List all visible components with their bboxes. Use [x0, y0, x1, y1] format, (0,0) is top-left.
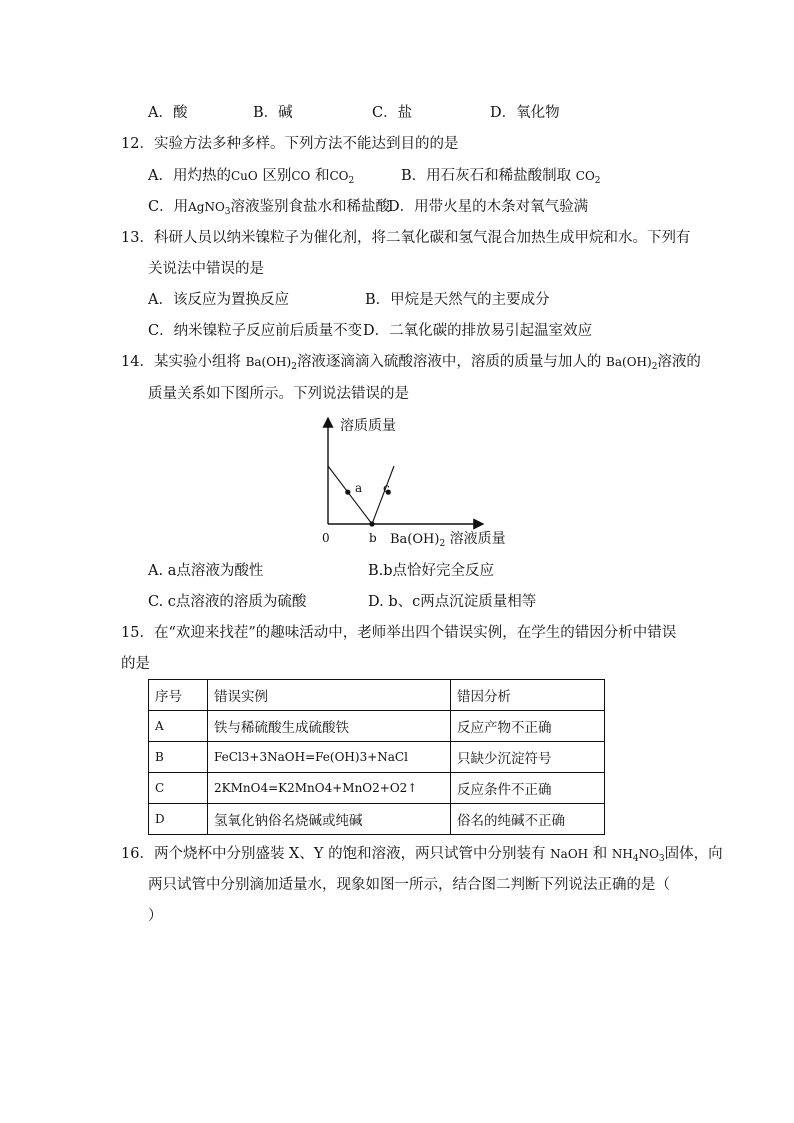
error-table: [148, 679, 605, 835]
q13-stem-line2: 关说法中错误的是: [148, 261, 264, 277]
q11-option-c: C．盐: [372, 105, 413, 121]
row-example: FeCl3+3NaOH=Fe(OH)3+NaCl: [208, 742, 451, 773]
point-b: [369, 521, 374, 526]
q12-option-a: A．用灼热的CuO 区别CO 和$CO_2$: [148, 168, 355, 186]
q14-option-d: D. b、c两点沉淀质量相等: [368, 594, 537, 610]
row-analysis: 反应产物不正确: [451, 711, 605, 742]
table-header-row: [149, 680, 605, 711]
row-analysis: 俗名的纯碱不正确: [451, 804, 605, 835]
q14-stem-line1: 14．某实验小组将 $Ba(OH)_2$溶液逐滴滴入硫酸溶液中，溶质的质量与加人的 $Ba(OH)_2$溶液的: [121, 354, 701, 372]
q13-stem-line1: 13．科研人员以纳米镍粒子为催化剂，将二氧化碳和氢气混合加热生成甲烷和水。下列有: [121, 230, 691, 246]
q14-stem-line2: 质量关系如下图所示。下列说法错误的是: [148, 386, 409, 402]
q14-option-b: B.b点恰好完全反应: [368, 563, 495, 579]
row-analysis: 只缺少沉淀符号: [451, 742, 605, 773]
q13-option-d: D．二氧化碳的排放易引起温室效应: [363, 323, 593, 339]
point-a-label: a: [355, 481, 363, 495]
curve: [328, 466, 394, 524]
point-a: [345, 490, 350, 495]
solute-mass-chart: [300, 408, 520, 548]
table-row: [149, 804, 605, 835]
y-axis-label: 溶质质量: [340, 418, 396, 434]
q12-option-d: D．用带火星的木条对氧气验满: [388, 199, 589, 215]
x-axis-label: $Ba(OH)_2$ 溶液质量: [390, 531, 506, 548]
table-row: [149, 711, 605, 742]
q14-option-c: C. c点溶液的溶质为硫酸: [148, 594, 307, 610]
q12-stem: 12．实验方法多种多样。下列方法不能达到目的的是: [121, 136, 459, 152]
point-c-label: c: [383, 481, 390, 495]
q13-option-c: C．纳米镍粒子反应前后质量不变: [148, 323, 363, 339]
table-row: [149, 742, 605, 773]
q12-option-b: B．用石灰石和稀盐酸制取 $CO_2$: [401, 168, 601, 186]
origin-label: 0: [322, 531, 330, 545]
q16-stem-line1: 16．两个烧杯中分别盛装 X、Y 的饱和溶液，两只试管中分别装有 NaOH 和 $NH_4NO_3$固体，向: [121, 846, 723, 864]
q11-option-b: B．碱: [253, 105, 293, 121]
row-id: D: [149, 804, 208, 835]
row-id: C: [149, 773, 208, 804]
q11-option-a: A．酸: [148, 105, 188, 121]
table-row: [149, 773, 605, 804]
row-analysis: 反应条件不正确: [451, 773, 605, 804]
q11-option-d: D．氧化物: [490, 105, 560, 121]
q16-stem-line2: 两只试管中分别滴加适量水，现象如图一所示，结合图二判断下列说法正确的是（: [148, 877, 670, 893]
q12-option-c: C．用AgNO$_3$溶液鉴别食盐水和稀盐酸: [148, 199, 391, 217]
header-cell: 序号: [149, 680, 208, 711]
row-example: 铁与稀硫酸生成硫酸铁: [208, 711, 451, 742]
row-example: 氢氧化钠俗名烧碱或纯碱: [208, 804, 451, 835]
point-b-label: b: [369, 531, 377, 545]
q16-stem-line3: ）: [148, 908, 163, 924]
row-example: 2KMnO4=K2MnO4+MnO2+O2↑: [208, 773, 451, 804]
q13-option-b: B．甲烷是天然气的主要成分: [365, 292, 550, 308]
q15-stem-line2: 的是: [121, 656, 150, 672]
header-cell: 错因分析: [451, 680, 605, 711]
q13-option-a: A．该反应为置换反应: [148, 292, 289, 308]
q15-stem-line1: 15．在“欢迎来找茬”的趣味活动中，老师举出四个错误实例，在学生的错因分析中错误: [121, 625, 677, 641]
row-id: A: [149, 711, 208, 742]
header-cell: 错误实例: [208, 680, 451, 711]
q14-option-a: A. a点溶液为酸性: [148, 563, 264, 579]
row-id: B: [149, 742, 208, 773]
